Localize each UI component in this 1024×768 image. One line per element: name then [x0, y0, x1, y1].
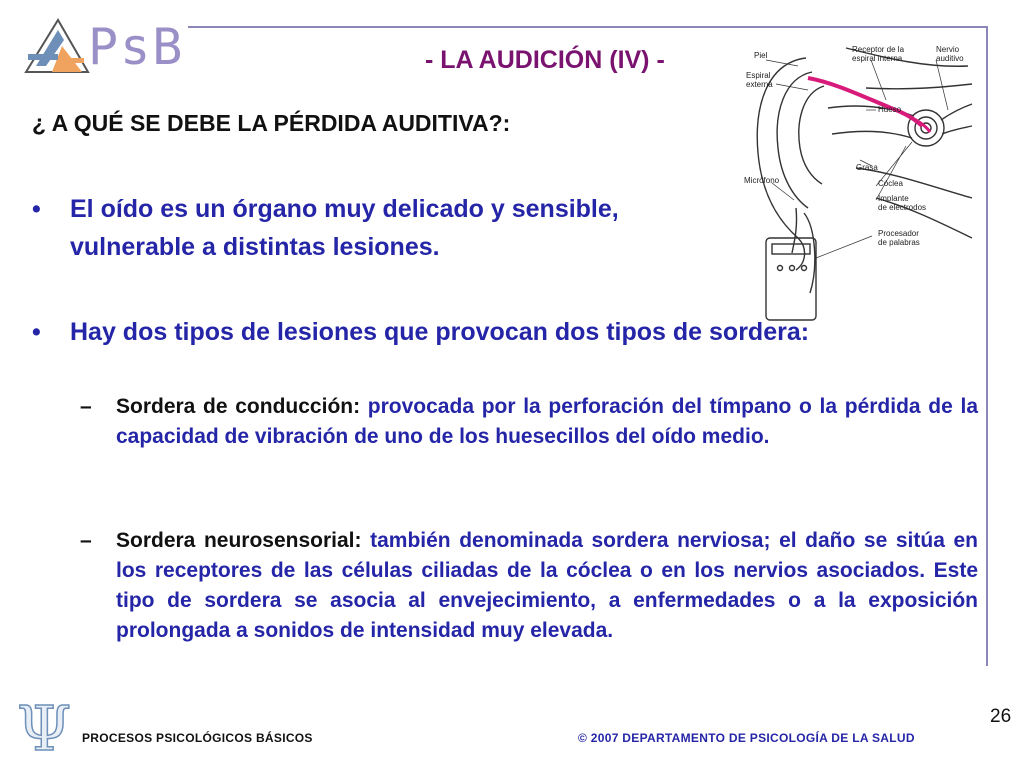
svg-text:Ψ: Ψ — [16, 694, 72, 758]
bullet-item-2 — [32, 313, 982, 351]
label-grasa: Grasa — [856, 163, 878, 172]
subitem-text: también denominada sordera nerviosa; el daño se sitúa en los receptores de las células ciliadas de la cóclea o en los nervios asociados. Este tipo de sordera se asocia al envejecimiento, a enfermedades o a la exposición prolongada a sonidos de intensidad muy elevada. — [116, 529, 978, 642]
right-rule — [986, 26, 988, 666]
bullet-marker: • — [32, 318, 41, 346]
dash-marker: – — [80, 529, 92, 552]
label-espiral-2: externa — [746, 80, 773, 89]
bullet-line-1: Hay dos tipos de lesiones que provocan dos tipos de sordera: — [70, 318, 810, 346]
page-number: 26 — [990, 706, 1012, 727]
label-procesador-1: Procesador — [878, 229, 919, 238]
label-implante-1: Implante — [878, 194, 909, 203]
label-implante-2: de electrodos — [878, 203, 927, 212]
question-heading: ¿ A QUÉ SE DEBE LA PÉRDIDA AUDITIVA?: — [32, 110, 511, 136]
bullet-line-1: El oído es un órgano muy delicado y sensible, — [70, 195, 619, 223]
label-microfono: Micrófono — [744, 176, 780, 185]
subitem-conduccion — [80, 392, 978, 452]
footer-course: PROCESOS PSICOLÓGICOS BÁSICOS — [82, 731, 313, 745]
label-hueso: Hueso — [878, 105, 902, 114]
bullet-marker: • — [32, 195, 41, 223]
label-coclea: Cóclea — [878, 179, 903, 188]
bullet-line-2: vulnerable a distintas lesiones. — [70, 233, 440, 261]
label-nervio-2: auditivo — [936, 54, 964, 63]
subitem-neurosensorial — [80, 526, 978, 646]
top-rule — [188, 26, 988, 28]
slide-title: - LA AUDICIÓN (IV) - — [425, 46, 665, 74]
label-piel: Piel — [754, 51, 768, 60]
subitem-term: Sordera de conducción: — [116, 395, 361, 418]
cochlear-implant-diagram — [736, 38, 976, 328]
psi-logo-icon — [10, 694, 78, 758]
logo-text: PsB — [88, 18, 185, 76]
label-receptor-2: espiral interna — [852, 54, 903, 63]
label-procesador-2: de palabras — [878, 238, 920, 247]
bullet-item-1 — [32, 190, 712, 266]
footer-copyright: © 2007 DEPARTAMENTO DE PSICOLOGÍA DE LA SALUD — [578, 731, 915, 745]
subitem-text: provocada por la perforación del tímpano o la pérdida de la capacidad de vibración de uno de los huesecillos del oído medio. — [116, 395, 978, 448]
label-espiral-1: Espiral — [746, 71, 771, 80]
label-nervio-1: Nervio — [936, 45, 960, 54]
subitem-term: Sordera neurosensorial: — [116, 529, 362, 552]
dash-marker: – — [80, 395, 92, 418]
label-receptor-1: Receptor de la — [852, 45, 905, 54]
